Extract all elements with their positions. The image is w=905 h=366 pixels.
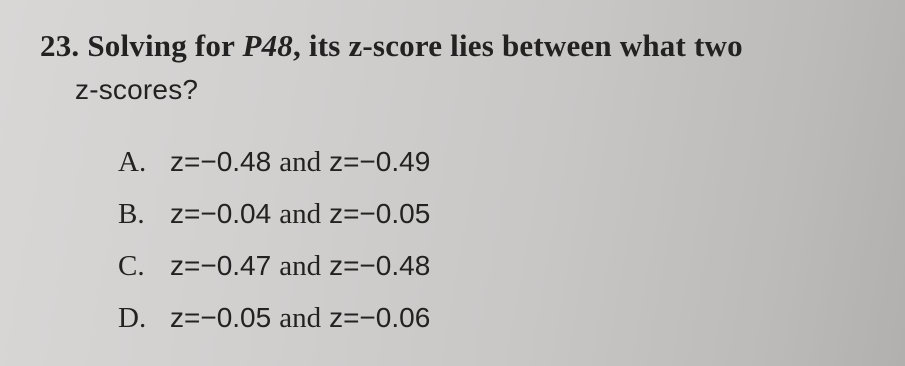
choice-z1: z=−0.04 xyxy=(170,198,272,229)
choice-z1: z=−0.48 xyxy=(170,146,272,177)
question-text-line2: z-scores? xyxy=(75,74,199,105)
choice-d[interactable] xyxy=(118,292,430,344)
choice-a[interactable] xyxy=(118,136,430,188)
answer-choices xyxy=(118,136,430,344)
choice-letter: B. xyxy=(118,198,145,230)
choice-z1: z=−0.05 xyxy=(170,302,272,333)
choice-z2: z=−0.05 xyxy=(329,198,431,229)
choice-conjunction: and xyxy=(279,146,322,178)
choice-c[interactable] xyxy=(118,240,430,292)
question-text-part1: Solving for xyxy=(87,28,243,63)
choice-conjunction: and xyxy=(279,250,322,282)
choice-conjunction: and xyxy=(279,198,322,230)
choice-letter: A. xyxy=(118,146,147,178)
question-text-part2: , its z-score lies between what two xyxy=(293,28,743,63)
question-number: 23. xyxy=(40,28,80,63)
choice-conjunction: and xyxy=(279,302,322,334)
choice-letter: D. xyxy=(118,302,147,334)
choice-z2: z=−0.48 xyxy=(329,250,431,281)
choice-b[interactable] xyxy=(118,188,430,240)
question-text xyxy=(40,24,900,112)
choice-letter: C. xyxy=(118,250,145,282)
choice-z2: z=−0.49 xyxy=(329,146,431,177)
question-variable: P48 xyxy=(242,28,293,63)
choice-z2: z=−0.06 xyxy=(329,302,431,333)
choice-z1: z=−0.47 xyxy=(170,250,272,281)
